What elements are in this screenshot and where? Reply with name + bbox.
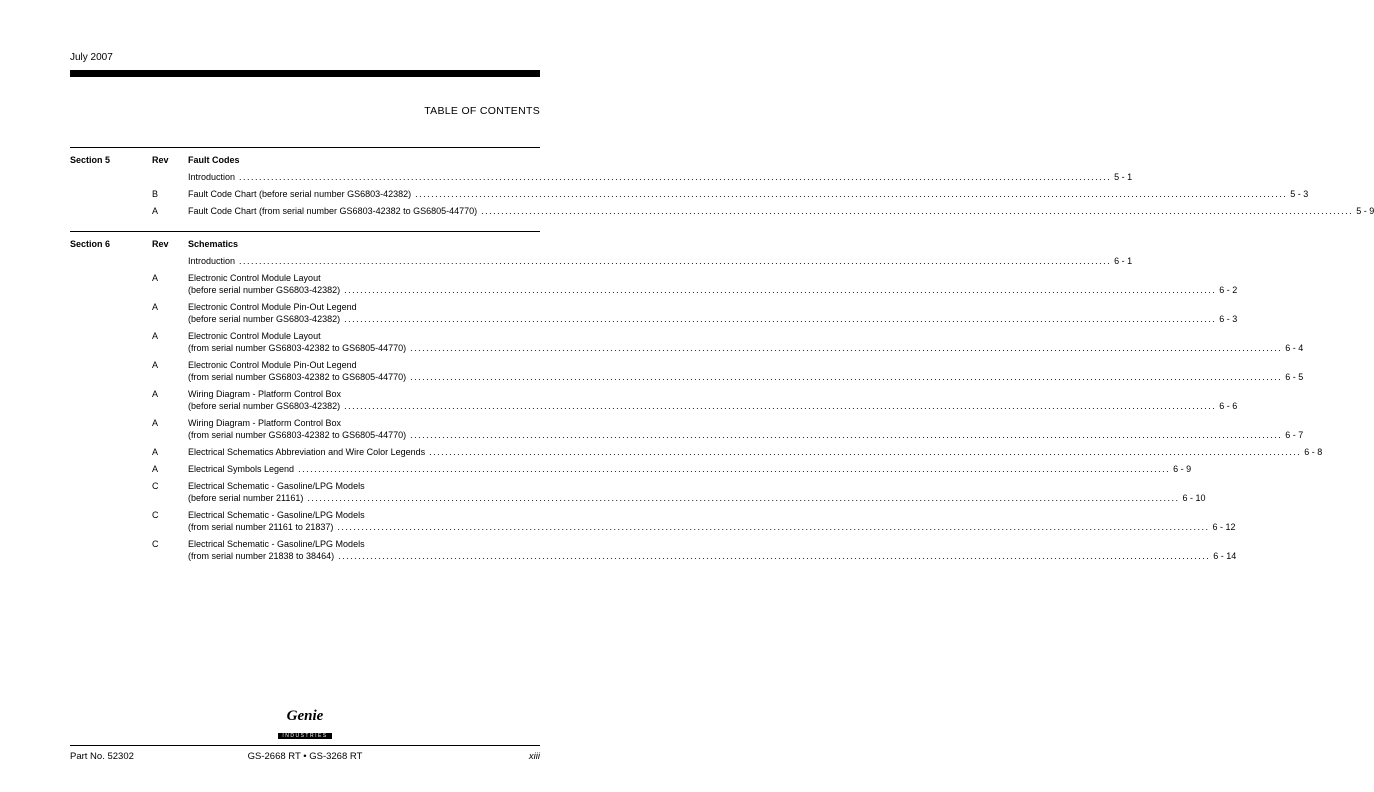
section-spacer — [70, 538, 152, 562]
dot-leader — [344, 313, 1216, 325]
toc-entry — [70, 272, 1238, 296]
entry-page: 5 - 3 — [1290, 189, 1309, 199]
entry-content — [188, 330, 1303, 354]
section-spacer — [70, 272, 152, 296]
section-label: Section 6 — [70, 239, 111, 249]
entry-subtitle-line — [188, 550, 1236, 562]
entry-subtitle-line — [188, 521, 1236, 533]
entry-title: Electrical Schematic - Gasoline/LPG Models — [188, 481, 365, 491]
toc-entry — [70, 388, 1238, 412]
section-spacer — [70, 417, 152, 441]
entry-subtitle: (from serial number GS6803-42382 to GS6805-44770) — [188, 343, 407, 353]
entry-content — [188, 480, 1206, 504]
genie-logo — [70, 709, 540, 742]
section-spacer — [70, 388, 152, 412]
entry-subtitle-line — [188, 371, 1303, 383]
entry-page: 6 - 3 — [1219, 314, 1238, 324]
section-header-row — [70, 154, 540, 166]
dot-leader — [239, 255, 1111, 267]
section-spacer — [70, 446, 152, 458]
entry-title-line — [188, 272, 1237, 284]
entry-subtitle-line — [188, 429, 1303, 441]
entry-subtitle: (from serial number GS6803-42382 to GS6805-44770) — [188, 430, 407, 440]
toc-section — [70, 231, 1323, 576]
entry-title-line — [188, 538, 1236, 550]
entry-title-line — [188, 301, 1237, 313]
entry-rev: A — [152, 447, 159, 457]
entry-title-line — [188, 359, 1303, 371]
section-label: Section 5 — [70, 155, 111, 165]
footer-models: GS-2668 RT • GS-3268 RT — [247, 751, 363, 762]
entry-subtitle-line — [188, 492, 1206, 504]
entry-title: Fault Code Chart (from serial number GS6803-42382 to GS6805-44770) — [188, 206, 478, 216]
entry-content — [188, 171, 1132, 183]
section-header-row — [70, 238, 540, 250]
toc-entry — [70, 205, 1374, 217]
toc-entry — [70, 446, 1323, 458]
toc-entry — [70, 171, 1133, 183]
section-spacer — [70, 255, 152, 267]
entry-rev: C — [152, 481, 159, 491]
dot-leader — [481, 205, 1353, 217]
entry-content — [188, 446, 1322, 458]
header-date: July 2007 — [70, 52, 113, 63]
entry-page: 6 - 1 — [1114, 256, 1133, 266]
entry-rev: A — [152, 418, 159, 428]
dot-leader — [239, 171, 1111, 183]
entry-page: 6 - 4 — [1285, 343, 1304, 353]
entry-title: Introduction — [188, 172, 236, 182]
entry-title-line — [188, 388, 1237, 400]
entry-content — [188, 388, 1237, 412]
section-title: Schematics — [188, 239, 239, 249]
entry-page: 6 - 9 — [1173, 464, 1192, 474]
toc-entry — [70, 509, 1236, 533]
entry-subtitle: (from serial number 21838 to 38464) — [188, 551, 335, 561]
entry-subtitle: (before serial number GS6803-42382) — [188, 285, 341, 295]
entry-title: Electronic Control Module Layout — [188, 273, 321, 283]
dot-leader — [338, 550, 1210, 562]
entry-subtitle: (before serial number 21161) — [188, 493, 304, 503]
entry-rev: A — [152, 360, 159, 370]
footer-rule — [70, 745, 540, 746]
entry-title: Electronic Control Module Pin-Out Legend — [188, 302, 357, 312]
entry-content — [188, 301, 1237, 325]
dot-leader — [307, 492, 1179, 504]
entry-rev: A — [152, 464, 159, 474]
entry-subtitle: (before serial number GS6803-42382) — [188, 314, 341, 324]
entry-content — [188, 509, 1236, 533]
entry-page: 6 - 8 — [1304, 447, 1323, 457]
entry-page: 6 - 2 — [1219, 285, 1238, 295]
section-spacer — [70, 509, 152, 533]
footer-part-number: Part No. 52302 — [70, 751, 134, 762]
dot-leader — [344, 284, 1216, 296]
toc-entry — [70, 330, 1304, 354]
section-spacer — [70, 463, 152, 475]
entry-subtitle-line — [188, 400, 1237, 412]
entry-subtitle: (from serial number 21161 to 21837) — [188, 522, 334, 532]
toc-entry — [70, 188, 1309, 200]
entry-title: Electrical Schematic - Gasoline/LPG Models — [188, 539, 365, 549]
entry-page: 6 - 10 — [1182, 493, 1206, 503]
entry-rev: A — [152, 389, 159, 399]
dot-leader — [429, 446, 1301, 458]
entry-rev: A — [152, 331, 159, 341]
section-spacer — [70, 330, 152, 354]
entry-subtitle: (before serial number GS6803-42382) — [188, 401, 341, 411]
dot-leader — [415, 188, 1287, 200]
entry-title-line — [188, 255, 1132, 267]
toc-entry — [70, 359, 1304, 383]
entry-title-line — [188, 188, 1308, 200]
entry-title-line — [188, 205, 1374, 217]
entry-content — [188, 272, 1237, 296]
dot-leader — [344, 400, 1216, 412]
section-spacer — [70, 188, 152, 200]
entry-rev: A — [152, 206, 159, 216]
entry-rev: A — [152, 302, 159, 312]
toc-entry — [70, 301, 1238, 325]
header-rule — [70, 70, 540, 77]
entry-rev — [152, 255, 188, 267]
page-footer — [70, 709, 540, 762]
entry-page: 5 - 1 — [1114, 172, 1133, 182]
toc-entry — [70, 538, 1237, 562]
entry-title: Introduction — [188, 256, 236, 266]
entry-rev — [152, 171, 188, 183]
entry-title-line — [188, 446, 1322, 458]
footer-page-number: xiii — [528, 751, 540, 762]
entry-subtitle: (from serial number GS6803-42382 to GS6805-44770) — [188, 372, 407, 382]
dot-leader — [410, 371, 1282, 383]
entry-subtitle-line — [188, 313, 1237, 325]
dot-leader — [410, 342, 1282, 354]
page-title: TABLE OF CONTENTS — [424, 105, 540, 117]
entry-title-line — [188, 330, 1303, 342]
section-spacer — [70, 301, 152, 325]
entry-title-line — [188, 509, 1236, 521]
logo-subtext: INDUSTRIES — [278, 733, 331, 739]
entry-title-line — [188, 463, 1191, 475]
entry-rev: B — [152, 189, 159, 199]
section-spacer — [70, 205, 152, 217]
entry-title: Electrical Schematics Abbreviation and Wire Color Legends — [188, 447, 426, 457]
entry-rev: A — [152, 273, 159, 283]
entry-content — [188, 205, 1374, 217]
entry-rev: C — [152, 510, 159, 520]
section-spacer — [70, 359, 152, 383]
entry-title-line — [188, 171, 1132, 183]
toc-entry — [70, 463, 1192, 475]
entry-subtitle-line — [188, 342, 1303, 354]
entry-title: Wiring Diagram - Platform Control Box — [188, 389, 342, 399]
entry-title-line — [188, 417, 1303, 429]
entry-page: 6 - 14 — [1213, 551, 1237, 561]
footer-row — [70, 751, 540, 762]
dot-leader — [337, 521, 1209, 533]
entry-title: Electrical Symbols Legend — [188, 464, 295, 474]
entry-page: 6 - 12 — [1212, 522, 1236, 532]
entry-page: 5 - 9 — [1356, 206, 1374, 216]
toc-sections — [70, 147, 1374, 576]
dot-leader — [298, 463, 1170, 475]
entry-content — [188, 359, 1303, 383]
entry-page: 6 - 5 — [1285, 372, 1304, 382]
toc-entry — [70, 480, 1206, 504]
rev-column-header: Rev — [152, 239, 169, 249]
toc-entry — [70, 417, 1304, 441]
entry-content — [188, 188, 1308, 200]
toc-section — [70, 147, 1374, 231]
entry-rev: C — [152, 539, 159, 549]
entry-subtitle-line — [188, 284, 1237, 296]
dot-leader — [410, 429, 1282, 441]
entry-title: Electrical Schematic - Gasoline/LPG Models — [188, 510, 365, 520]
toc-entry — [70, 255, 1133, 267]
entry-title: Electronic Control Module Layout — [188, 331, 321, 341]
entry-content — [188, 417, 1303, 441]
entry-title: Electronic Control Module Pin-Out Legend — [188, 360, 357, 370]
entry-title: Fault Code Chart (before serial number GS6803-42382) — [188, 189, 412, 199]
entry-content — [188, 255, 1132, 267]
section-spacer — [70, 171, 152, 183]
section-title: Fault Codes — [188, 155, 240, 165]
entry-content — [188, 538, 1236, 562]
entry-content — [188, 463, 1191, 475]
rev-column-header: Rev — [152, 155, 169, 165]
section-spacer — [70, 480, 152, 504]
entry-title: Wiring Diagram - Platform Control Box — [188, 418, 342, 428]
logo-wordmark: Genie — [286, 708, 324, 724]
entry-title-line — [188, 480, 1206, 492]
entry-page: 6 - 6 — [1219, 401, 1238, 411]
entry-page: 6 - 7 — [1285, 430, 1304, 440]
